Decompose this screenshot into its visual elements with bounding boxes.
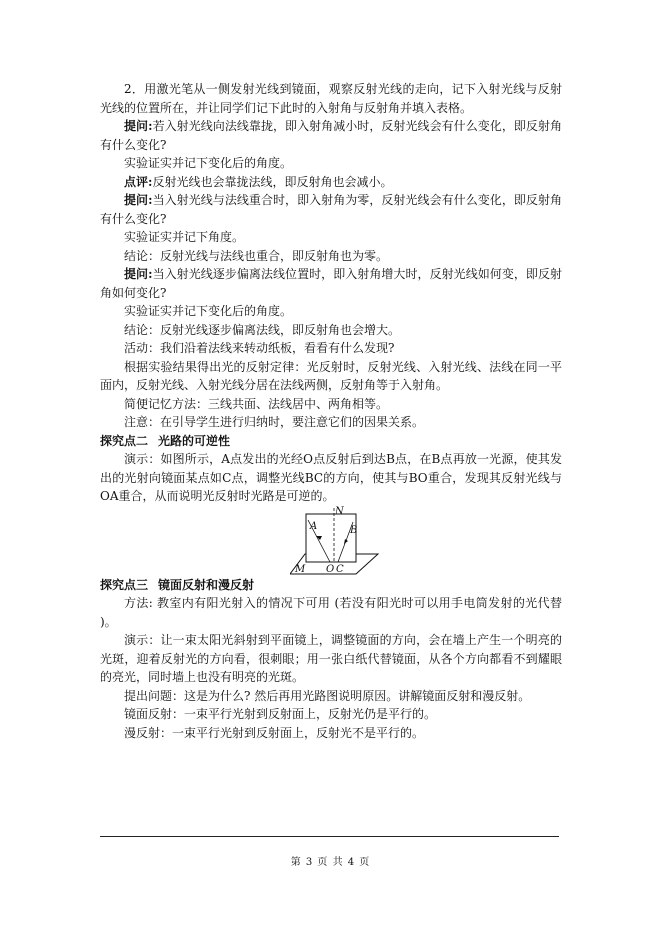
law-of-reflection: 根据实验结果得出光的反射定律：光反射时，反射光线、入射光线、法线在同一平面内，反射光线、入射光线分居在法线两侧，反射角等于入射角。: [100, 359, 562, 392]
question-label: 提问:: [124, 193, 153, 207]
demo-reversibility: 演示：如图所示，A点发出的光经O点反射后到达B点，在B点再放一光源，使其发出的光射向镜面某点如C点，调整光线BC的方向，使其与BO重合，发现其反射光线与OA重合，从而说明光反射时光路是可逆的。: [100, 452, 562, 503]
question-label: 提问:: [124, 119, 153, 133]
method: 方法: 教室内有阳光射入的情况下可用 (若没有阳光时可以用手电筒发射的光代替 )。: [100, 596, 562, 629]
conclusion-2: 结论：反射光线与法线也重合，即反射角也为零。: [124, 248, 389, 263]
label-n: N: [335, 505, 344, 517]
section-heading-2: [100, 432, 562, 451]
diffuse-reflection: 漫反射：一束平行光射到反射面上，反射光不是平行的。: [124, 725, 425, 740]
question-text: 当入射光线与法线重合时，即入射角为零，反射光线会有什么变化，即反射角有什么变化?: [100, 193, 562, 226]
paragraph-experiment-step: 2．用激光笔从一侧发射光线到镜面，观察反射光线的走向，记下入射光线与反射光线的位置所在，并让同学们记下此时的入射角与反射角并填入表格。: [100, 82, 562, 115]
label-c: C: [336, 563, 344, 575]
note: 注意：在引导学生进行归纳时，要注意它们的因果关系。: [124, 415, 425, 429]
specular-reflection: 镜面反射：一束平行光射到反射面上，反射光仍是平行的。: [124, 707, 437, 721]
memory-tip: 简便记忆方法：三线共面、法线居中、两角相等。: [124, 396, 389, 411]
section-title: 光路的可逆性: [158, 433, 231, 448]
comment-text: 反射光线也会靠拢法线，即反射角也会减小。: [152, 174, 393, 189]
question-3: [100, 265, 562, 302]
question-text: 若入射光线向法线靠拢，即入射角减小时，反射光线会有什么变化，即反射角有什么变化?: [100, 119, 562, 152]
question-2: [100, 191, 562, 228]
section-tag: 探究点三: [100, 577, 149, 592]
page-number: 第 3 页 共 4 页: [290, 857, 371, 868]
reflection-diagram-icon: [290, 506, 380, 576]
figure-container: [100, 506, 562, 576]
section-title: 镜面反射和漫反射: [158, 577, 255, 592]
question-1: [100, 117, 562, 154]
page-content: [100, 80, 562, 742]
raise-question: 提出问题：这是为什么? 然后再用光路图说明原因。讲解镜面反射和漫反射。: [124, 688, 531, 703]
label-a: A: [310, 520, 318, 532]
footer-divider: [100, 836, 559, 837]
question-text: 当入射光线逐步偏离法线位置时，即入射角增大时，反射光线如何变，即反射角如何变化?: [100, 267, 562, 300]
verify-2: 实验证实并记下角度。: [124, 230, 245, 244]
question-label: 提问:: [124, 267, 153, 281]
comment-1: [100, 173, 562, 192]
label-m: M: [295, 563, 306, 575]
verify-1: 实验证实并记下变化后的角度。: [124, 156, 293, 170]
section-tag: 探究点二: [100, 433, 149, 448]
conclusion-3: 结论：反射光线逐步偏离法线，即反射角也会增大。: [124, 322, 401, 337]
verify-3: 实验证实并记下变化后的角度。: [124, 304, 293, 318]
label-b: B: [350, 524, 358, 536]
comment-label: 点评:: [124, 174, 153, 189]
demo-specular: 演示：让一束太阳光斜射到平面镜上，调整镜面的方向，会在墙上产生一个明亮的光斑，迎着反射光的方向看，很刺眼；用一张白纸代替镜面，从各个方向都看不到耀眼的亮光，同时墙上也没有明亮的光斑。: [100, 633, 562, 684]
label-o: O: [326, 563, 335, 575]
section-heading-3: [100, 576, 562, 595]
activity: 活动：我们沿着法线来转动纸板，看看有什么发现?: [124, 341, 395, 355]
